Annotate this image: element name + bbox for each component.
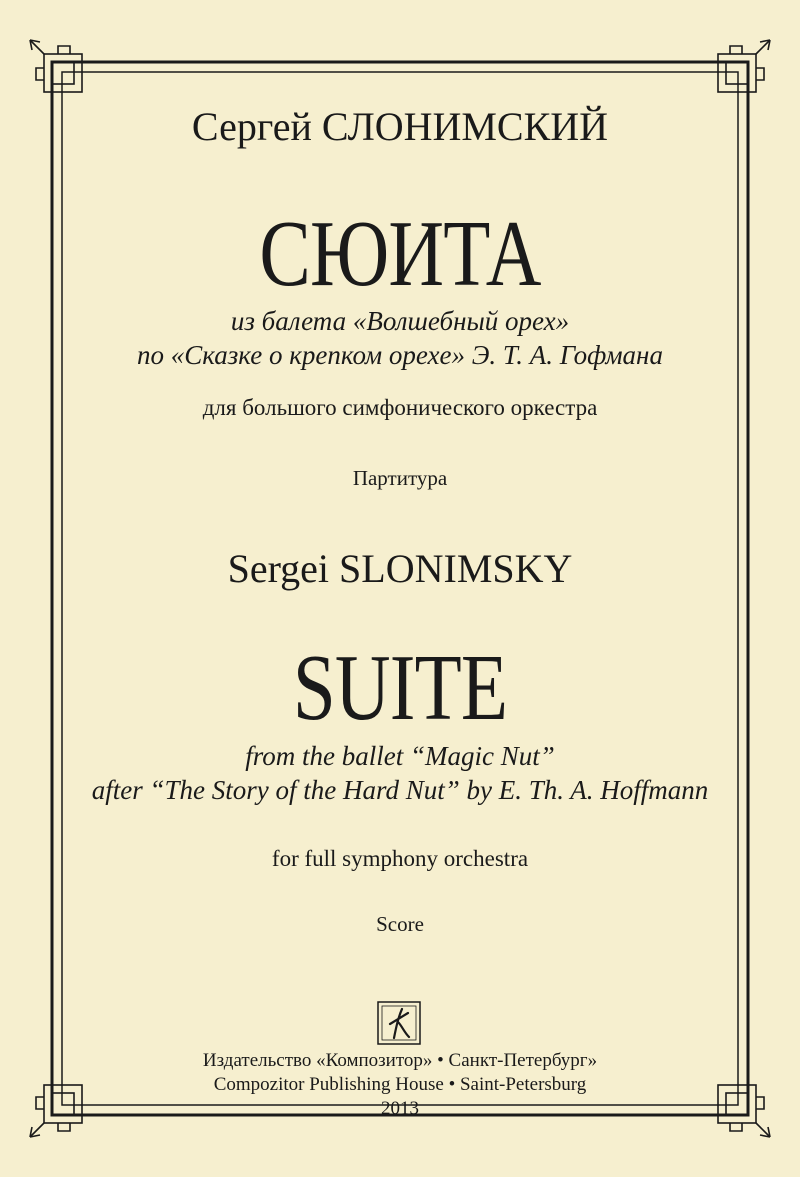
work-title-en: SUITE	[292, 636, 508, 740]
orchestra-en: for full symphony orchestra	[271, 846, 529, 871]
publisher-ru: Издательство «Композитор» • Санкт-Петербург»	[202, 1050, 598, 1071]
subtitle-en-line2: after “The Story of the Hard Nut” by E. Th. A. Hoffmann	[91, 775, 709, 805]
work-title-ru: СЮИТА	[259, 202, 541, 306]
author-name-en: Sergei SLONIMSKY	[227, 546, 573, 591]
publisher-en: Compozitor Publishing House • Saint-Petersburg	[213, 1074, 587, 1095]
subtitle-en-line1: from the ballet “Magic Nut”	[245, 741, 555, 771]
score-label-ru: Партитура	[352, 466, 448, 490]
score-label-en: Score	[376, 912, 424, 936]
publication-year: 2013	[381, 1098, 419, 1119]
author-name-ru: Сергей СЛОНИМСКИЙ	[191, 104, 609, 149]
orchestra-ru: для большого симфонического оркестра	[202, 395, 598, 420]
subtitle-ru-line1: из балета «Волшебный орех»	[230, 306, 570, 336]
publisher-k-logo-icon	[376, 1000, 422, 1046]
subtitle-ru-line2: по «Сказке о крепком орехе» Э. Т. А. Гофмана	[137, 340, 663, 370]
